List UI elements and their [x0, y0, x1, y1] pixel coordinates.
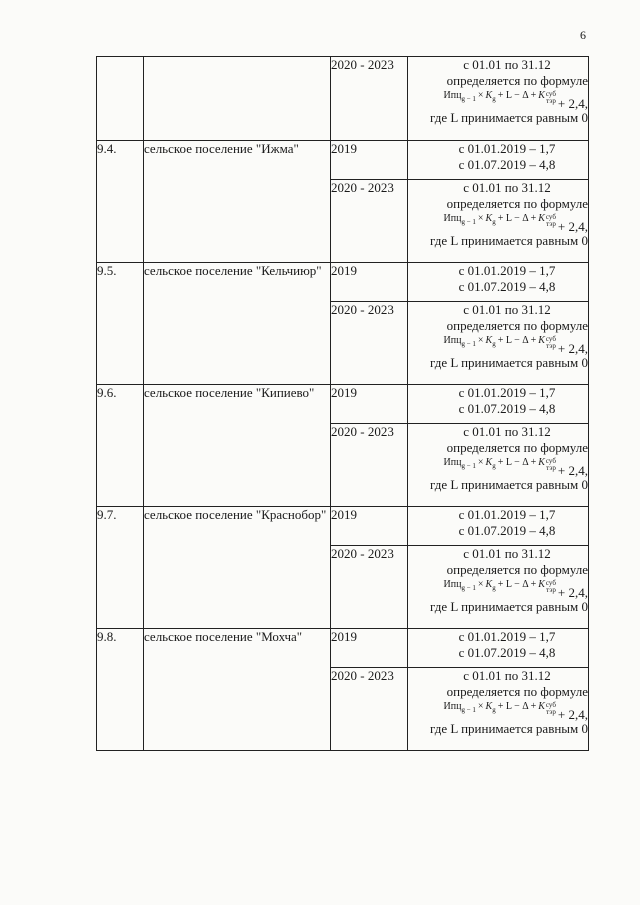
table-row-continuation [97, 57, 589, 141]
note-text: где L принимается равным 0 [430, 110, 588, 125]
cell-num: 9.4. [97, 141, 144, 263]
formula-k2: K [538, 457, 545, 468]
formula-k2-sup: суб [545, 701, 556, 709]
cell-period-2019 [408, 263, 589, 302]
formula [408, 578, 588, 599]
formula-k2-sub: тэр [546, 97, 556, 105]
formula-k2-sub: тэр [546, 708, 556, 716]
period-text: с 01.01 по 31.12 [463, 180, 551, 195]
formula-ipc: Ипц [443, 579, 462, 590]
cell-years: 2020 - 2023 [331, 668, 408, 751]
formula-k-sub: g [492, 218, 496, 226]
table-row [97, 141, 589, 180]
formula-k2: K [538, 90, 545, 101]
formula-k2-sub: тэр [546, 586, 556, 594]
formula-mid: + L − Δ + [497, 213, 537, 224]
formula-times: × [477, 457, 484, 468]
cell-period-2019 [408, 507, 589, 546]
cell-year: 2019 [331, 507, 408, 546]
cell-years: 2020 - 2023 [331, 424, 408, 507]
cell-name: сельское поселение "Ижма" [144, 141, 331, 263]
formula [408, 700, 588, 721]
formula-ipc: Ипц [443, 213, 462, 224]
cell-period-2019 [408, 141, 589, 180]
tariff-table-body [97, 57, 589, 751]
rule-text: определяется по формуле [446, 684, 588, 699]
formula-tail: + 2,4, [557, 463, 588, 478]
formula-ipc-sub: g − 1 [461, 340, 476, 348]
tariff-table [96, 56, 589, 751]
cell-year: 2019 [331, 629, 408, 668]
period-line-1: с 01.01.2019 – 1,7 [458, 507, 556, 522]
cell-period [408, 668, 589, 751]
rule-text: определяется по формуле [446, 562, 588, 577]
formula [408, 212, 588, 233]
period-line-1: с 01.01.2019 – 1,7 [458, 141, 556, 156]
formula-times: × [477, 579, 484, 590]
period-text: с 01.01 по 31.12 [463, 546, 551, 561]
formula-ipc: Ипц [443, 90, 462, 101]
cell-num: 9.8. [97, 629, 144, 751]
cell-name: сельское поселение "Кипиево" [144, 385, 331, 507]
formula [408, 456, 588, 477]
formula-ipc-sub: g − 1 [461, 95, 476, 103]
formula-k2: K [538, 213, 545, 224]
period-text: с 01.01 по 31.12 [463, 57, 551, 72]
formula-k-sub: g [492, 706, 496, 714]
formula-ipc: Ипц [443, 457, 462, 468]
formula-k2-sup: суб [545, 335, 556, 343]
formula-mid: + L − Δ + [497, 90, 537, 101]
formula-k2-sup: суб [545, 579, 556, 587]
formula [408, 89, 588, 110]
formula-k2-sub: тэр [546, 220, 556, 228]
formula-ipc: Ипц [443, 335, 462, 346]
cell-num [97, 57, 144, 141]
formula-ipc: Ипц [443, 701, 462, 712]
cell-name: сельское поселение "Кельчиюр" [144, 263, 331, 385]
cell-num: 9.5. [97, 263, 144, 385]
formula-mid: + L − Δ + [497, 335, 537, 346]
note-text: где L принимается равным 0 [430, 477, 588, 492]
formula-tail: + 2,4, [557, 707, 588, 722]
formula-times: × [477, 213, 484, 224]
cell-years: 2020 - 2023 [331, 302, 408, 385]
formula [408, 334, 588, 355]
formula-k2: K [538, 701, 545, 712]
rule-text: определяется по формуле [446, 318, 588, 333]
cell-year: 2019 [331, 385, 408, 424]
formula-k2: K [538, 579, 545, 590]
formula-k: K [485, 701, 493, 712]
cell-period-2019 [408, 629, 589, 668]
table-row [97, 263, 589, 302]
cell-name: сельское поселение "Мохча" [144, 629, 331, 751]
formula-ipc-sub: g − 1 [461, 218, 476, 226]
cell-years: 2020 - 2023 [331, 57, 408, 141]
formula-tail: + 2,4, [557, 219, 588, 234]
formula-k: K [485, 213, 493, 224]
formula-tail: + 2,4, [557, 585, 588, 600]
formula-k2-sup: суб [545, 90, 556, 98]
note-text: где L принимается равным 0 [430, 599, 588, 614]
rule-text: определяется по формуле [446, 73, 588, 88]
formula-mid: + L − Δ + [497, 579, 537, 590]
cell-period [408, 302, 589, 385]
cell-years: 2020 - 2023 [331, 180, 408, 263]
formula-ipc-sub: g − 1 [461, 706, 476, 714]
formula-k: K [485, 457, 493, 468]
cell-num: 9.6. [97, 385, 144, 507]
rule-text: определяется по формуле [446, 196, 588, 211]
cell-years: 2020 - 2023 [331, 546, 408, 629]
table-row [97, 507, 589, 546]
cell-period [408, 180, 589, 263]
note-text: где L принимается равным 0 [430, 355, 588, 370]
formula-k-sub: g [492, 340, 496, 348]
page-number: 6 [580, 28, 586, 42]
cell-period [408, 546, 589, 629]
note-text: где L принимается равным 0 [430, 721, 588, 736]
table-row [97, 385, 589, 424]
formula-k: K [485, 90, 493, 101]
cell-name: сельское поселение "Краснобор" [144, 507, 331, 629]
formula-k2-sup: суб [545, 213, 556, 221]
period-line-1: с 01.01.2019 – 1,7 [458, 263, 556, 278]
period-line-2: с 01.07.2019 – 4,8 [458, 523, 556, 538]
period-line-1: с 01.01.2019 – 1,7 [458, 629, 556, 644]
formula-k2-sub: тэр [546, 342, 556, 350]
note-text: где L принимается равным 0 [430, 233, 588, 248]
period-line-2: с 01.07.2019 – 4,8 [458, 645, 556, 660]
formula-ipc-sub: g − 1 [461, 462, 476, 470]
period-line-1: с 01.01.2019 – 1,7 [458, 385, 556, 400]
cell-year: 2019 [331, 141, 408, 180]
period-text: с 01.01 по 31.12 [463, 668, 551, 683]
formula-times: × [477, 335, 484, 346]
formula-k2-sup: суб [545, 457, 556, 465]
formula-k-sub: g [492, 462, 496, 470]
cell-name [144, 57, 331, 141]
formula-k: K [485, 335, 493, 346]
table-row [97, 629, 589, 668]
formula-k: K [485, 579, 493, 590]
formula-tail: + 2,4, [557, 341, 588, 356]
formula-ipc-sub: g − 1 [461, 584, 476, 592]
period-text: с 01.01 по 31.12 [463, 424, 551, 439]
cell-num: 9.7. [97, 507, 144, 629]
period-text: с 01.01 по 31.12 [463, 302, 551, 317]
rule-text: определяется по формуле [446, 440, 588, 455]
formula-tail: + 2,4, [557, 96, 588, 111]
formula-mid: + L − Δ + [497, 701, 537, 712]
formula-k2: K [538, 335, 545, 346]
cell-period [408, 424, 589, 507]
formula-k-sub: g [492, 95, 496, 103]
formula-mid: + L − Δ + [497, 457, 537, 468]
period-line-2: с 01.07.2019 – 4,8 [458, 401, 556, 416]
formula-k2-sub: тэр [546, 464, 556, 472]
cell-period [408, 57, 589, 141]
formula-times: × [477, 701, 484, 712]
period-line-2: с 01.07.2019 – 4,8 [458, 279, 556, 294]
formula-k-sub: g [492, 584, 496, 592]
cell-year: 2019 [331, 263, 408, 302]
period-line-2: с 01.07.2019 – 4,8 [458, 157, 556, 172]
cell-period-2019 [408, 385, 589, 424]
formula-times: × [477, 90, 484, 101]
